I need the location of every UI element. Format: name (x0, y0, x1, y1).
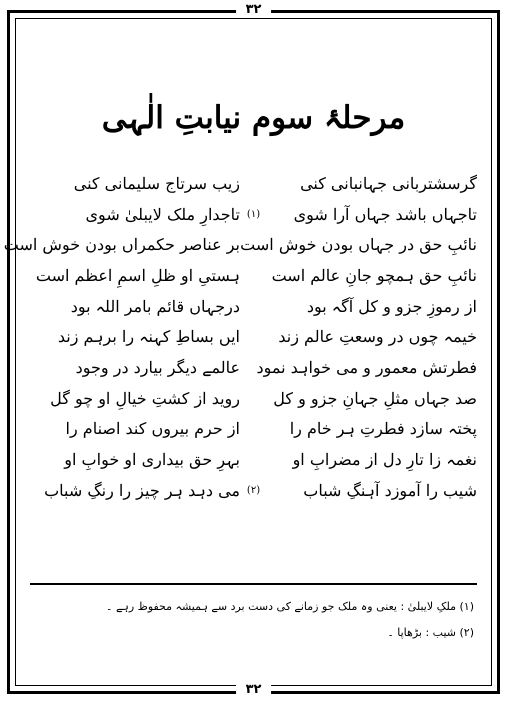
misra-second: ہستیِ او ظلِ اسمِ اعظم است (35, 265, 240, 285)
misra-first: شیب را آموزد آہنگِ شباب (303, 480, 477, 500)
footnote-separator (30, 583, 477, 585)
misra-first: نائبِ حق در جہاں بودن خوش است (240, 235, 477, 255)
misra-first: نغمہ زا تارِ دل از مضرابِ او (292, 450, 477, 470)
misra-second: روید از کشتِ خیالِ او چو گل (50, 388, 240, 408)
misra-first: صد جہاں مثلِ جہانِ جزو و کل (273, 388, 477, 408)
misra-first: پختہ سازد فطرتِ ہر خام را (289, 419, 477, 439)
couplet-row (30, 444, 477, 475)
couplet-row (30, 383, 477, 414)
misra-first: از رموزِ جزو و کل آگہ بود (306, 296, 477, 316)
misra-first: گرسشتربانی جہانبانی کنی (300, 173, 477, 193)
footnote-marker: (۱) (246, 208, 261, 220)
page-number-top: ۳۲ (236, 3, 272, 17)
footnote-2: (۲) شیب : بڑھاپا ۔ (387, 626, 474, 639)
couplet-row (3, 229, 477, 260)
misra-second: بر عناصر حکمراں بودن خوش است (3, 235, 240, 255)
misra-first: فطرتش معمور و می خواہد نمود (256, 357, 477, 377)
misra-second: بہرِ حق بیداری او خوابِ او (64, 450, 240, 470)
couplet-row (30, 291, 477, 322)
misra-second: تاجدارِ ملک لایبلیٰ شوی (85, 204, 240, 224)
couplet-row (30, 168, 477, 199)
misra-second: می دہد ہر چیز را رنگِ شباب (44, 480, 240, 500)
page-title: مرحلۂ سوم نیابتِ الٰہی (101, 100, 406, 136)
couplet-row (30, 199, 477, 230)
footnote-1: (۱) ملکِ لایبلیٰ : یعنی وہ ملک جو زمانے کی دست برد سے ہمیشہ محفوظ رہے ۔ (106, 600, 474, 613)
misra-second: ایں بساطِ کہنہ را برہم زند (57, 327, 240, 347)
couplet-row (30, 414, 477, 445)
misra-second: زیب سرتاج سلیمانی کنی (73, 173, 240, 193)
poem-couplets (3, 168, 477, 506)
misra-first: تاجہاں باشد جہاں آرا شوی (293, 204, 477, 224)
misra-second: عالمے دیگر بیارد در وجود (75, 357, 240, 377)
couplet-row (30, 260, 477, 291)
misra-second: درجہاں قائم بامر اللہ بود (70, 296, 240, 316)
couplet-row (30, 475, 477, 506)
page-number-bottom: ۳۲ (236, 683, 272, 697)
couplet-row (30, 352, 477, 383)
misra-first: خیمہ چوں در وسعتِ عالم زند (278, 327, 477, 347)
misra-first: نائبِ حق ہمچو جانِ عالم است (271, 265, 477, 285)
footnote-marker: (۲) (246, 484, 261, 496)
misra-second: از حرم بیروں کند اصنام را (65, 419, 240, 439)
couplet-row (30, 321, 477, 352)
